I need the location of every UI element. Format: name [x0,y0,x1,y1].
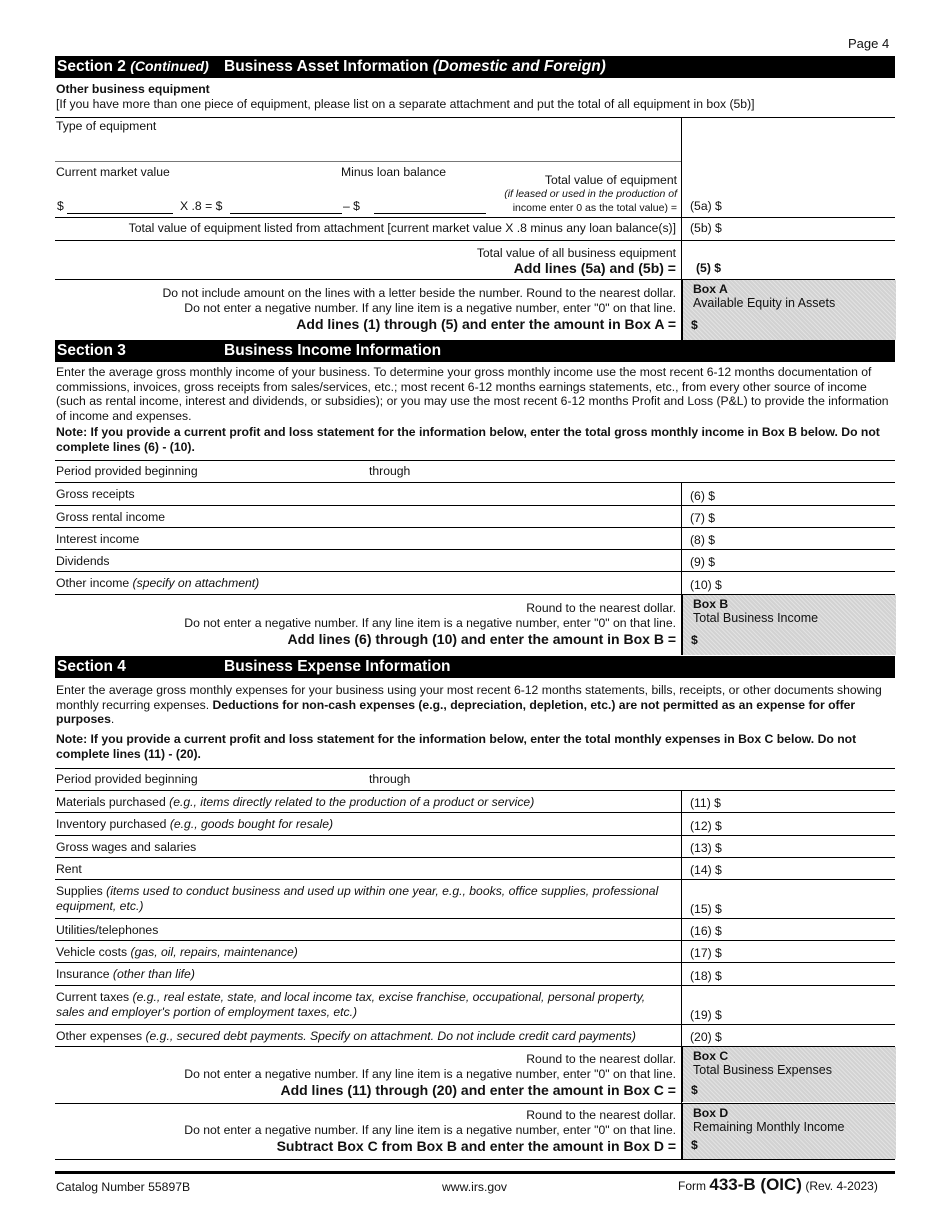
income-line-amount-input[interactable] [735,532,885,548]
add-5a-5b-instruction: Add lines (5a) and (5b) = [513,260,676,276]
expense-line-row [55,835,895,858]
divider [55,460,895,461]
expense-period-label: Period provided beginning [56,772,198,786]
income-line-row [55,505,895,528]
section-3-title: Business Income Information [224,342,442,359]
income-line-amount-input[interactable] [735,488,885,504]
income-line-row [55,482,895,506]
expense-line-number: (14) $ [690,863,722,877]
expense-line-amount-input[interactable] [735,1007,885,1023]
expense-line-amount-input[interactable] [735,862,885,878]
minus-dollar: – $ [343,199,360,213]
box-b [682,595,896,655]
website: www.irs.gov [442,1180,508,1194]
expense-line-row [55,918,895,941]
expense-line-row [55,940,895,963]
box-b-label: Box B [693,597,729,611]
line-5b-input[interactable] [730,220,885,236]
expense-line-label: Supplies (items used to conduct business and used up within one year, e.g., books, office supplies, professional equipment, etc.) [56,884,659,913]
section-4-note: Note: If you provide a current profit and loss statement for the information below, enter the total monthly expenses in Box C below. Do not complete lines (11) - (20). [56,732,857,761]
other-equipment-heading: Other business equipment [56,82,210,96]
box-a-desc: Available Equity in Assets [693,296,836,310]
box-c-note-2: Do not enter a negative number. If any line item is a negative number, enter "0" on that line. [184,1067,676,1081]
section-4-number: Section 4 [57,658,126,675]
income-line-label: Gross receipts [56,487,135,501]
income-through-label: through [369,464,411,478]
expense-line-number: (16) $ [690,924,722,938]
expense-line-number: (19) $ [690,1008,722,1022]
line-5-input[interactable] [730,260,885,276]
expense-line-row [55,857,895,880]
income-period-label: Period provided beginning [56,464,198,478]
expense-line-number: (17) $ [690,946,722,960]
type-of-equipment-input[interactable] [56,136,666,154]
box-b-dollar: $ [691,633,698,647]
expense-line-number: (13) $ [690,841,722,855]
box-d-note-2: Do not enter a negative number. If any line item is a negative number, enter "0" on that line. [184,1123,676,1137]
expense-line-amount-input[interactable] [735,1029,885,1045]
current-market-value-input[interactable] [67,199,173,214]
section-3-header [55,340,895,362]
form-id [678,1175,878,1195]
income-line-row [55,549,895,572]
line-5a-input[interactable] [730,198,885,214]
section-2-title-suffix: (Domestic and Foreign) [432,58,606,75]
income-line-number: (6) $ [690,489,716,503]
expense-line-amount-input[interactable] [735,795,885,811]
line-5a-label: (5a) $ [690,199,722,213]
divider [55,117,895,118]
expense-line-label: Inventory purchased (e.g., goods bought for resale) [56,817,334,831]
box-a-note-1: Do not include amount on the lines with a letter beside the number. Round to the nearest dollar. [162,286,676,300]
income-line-label: Other income (specify on attachment) [56,576,260,590]
expense-line-label: Insurance (other than life) [56,967,195,981]
section-2-number: Section 2 [57,58,126,75]
box-b-input[interactable] [707,631,887,647]
box-c-instruction: Add lines (11) through (20) and enter the amount in Box C = [280,1082,676,1098]
other-equipment-note: [If you have more than one piece of equipment, please list on a separate attachment and put the total of all equipment in box (5b)] [56,97,755,111]
expense-line-amount-input[interactable] [735,901,885,917]
box-b-instruction: Add lines (6) through (10) and enter the amount in Box B = [287,631,676,647]
income-line-amount-input[interactable] [735,554,885,570]
box-a-instruction: Add lines (1) through (5) and enter the amount in Box A = [296,316,676,332]
box-b-desc: Total Business Income [693,611,819,625]
expense-line-label: Gross wages and salaries [56,840,197,854]
box-d-desc: Remaining Monthly Income [693,1120,845,1134]
box-a-input[interactable] [707,316,887,332]
box-a-dollar: $ [691,318,698,332]
line-5b-label: (5b) $ [690,221,722,235]
total-value-note-2: income enter 0 as the total value) = [512,202,677,214]
line-5-label: (5) $ [696,261,722,275]
expense-through-label: through [369,772,411,786]
divider [55,217,895,218]
box-d [682,1104,896,1159]
income-line-label: Gross rental income [56,510,166,524]
attachment-total-label: Total value of equipment listed from attachment [current market value X .8 minus any loan balance(s)] [128,221,676,235]
box-c [682,1047,896,1102]
expense-line-row [55,879,895,919]
section-3-note: Note: If you provide a current profit and loss statement for the information below, enter the total gross monthly income in Box B below. Do not complete lines (6) - (10). [56,425,880,454]
expense-line-row [55,790,895,813]
income-line-number: (10) $ [690,578,722,592]
footer-rule [55,1171,895,1174]
box-b-note-2: Do not enter a negative number. If any line item is a negative number, enter "0" on that line. [184,616,676,630]
income-line-label: Dividends [56,554,110,568]
catalog-number: Catalog Number 55897B [56,1180,191,1194]
divider [55,1159,895,1160]
expense-line-amount-input[interactable] [735,945,885,961]
expense-line-number: (15) $ [690,902,722,916]
page-number: Page 4 [848,36,890,51]
expense-line-label: Current taxes (e.g., real estate, state, and local income tax, excise franchise, occupational, personal property, sales and employer's portion of employment taxes, etc.) [56,990,646,1019]
column-divider [681,790,682,1159]
total-value-note-1: (if leased or used in the production of [504,188,677,200]
income-line-number: (8) $ [690,533,716,547]
box-a-label: Box A [693,282,728,296]
expense-line-number: (12) $ [690,819,722,833]
expense-line-row [55,812,895,836]
section-2-title: Business Asset Information [224,58,429,75]
income-line-amount-input[interactable] [735,510,885,526]
section-3-intro: Enter the average gross monthly income of your business. To determine your gross monthly income use the most recent 6-12 months documentation of commissions, invoices, gross receipts from sales/services, etc.; most recent 6-12 months earnings statements, etc., from every other source of income (such as rental income, interest and dividends, or subsidies); or you may use the most recent 6-12 months Profit and Loss (P&L) to provide the information of income and expenses. [56,365,889,423]
expense-line-row [55,985,895,1025]
divider [55,240,895,241]
expense-line-row [55,962,895,986]
box-d-input[interactable] [707,1136,887,1152]
expense-line-number: (20) $ [690,1030,722,1044]
box-c-note-1: Round to the nearest dollar. [526,1052,676,1066]
income-line-label: Interest income [56,532,140,546]
box-c-label: Box C [693,1049,729,1063]
income-period-end-input[interactable] [415,463,675,479]
minus-loan-balance-label: Minus loan balance [341,165,447,179]
form-prefix: Form [678,1179,706,1193]
box-c-input[interactable] [707,1081,887,1097]
expense-line-amount-input[interactable] [735,968,885,984]
income-line-amount-input[interactable] [735,577,885,593]
expense-line-label: Rent [56,862,82,876]
section-4-header [55,656,895,678]
expense-line-number: (11) $ [690,796,721,810]
expense-line-amount-input[interactable] [735,840,885,856]
loan-balance-input[interactable] [374,199,486,214]
income-period-begin-input[interactable] [205,463,360,479]
box-d-label: Box D [693,1106,729,1120]
expense-line-label: Other expenses (e.g., secured debt payments. Specify on attachment. Do not include credit card payments) [56,1029,636,1043]
box-c-dollar: $ [691,1083,698,1097]
type-of-equipment-label: Type of equipment [56,119,157,133]
income-line-row [55,571,895,595]
expense-line-amount-input[interactable] [735,923,885,939]
divider [55,768,895,769]
form-revision: (Rev. 4-2023) [805,1179,878,1193]
divider [55,161,681,162]
expense-line-row [55,1024,895,1047]
expense-period-end-input[interactable] [415,771,675,787]
box-c-desc: Total Business Expenses [693,1063,832,1077]
form-name: 433-B (OIC) [709,1175,802,1194]
current-market-value-label: Current market value [56,165,170,179]
box-a [682,280,896,340]
expense-line-label: Utilities/telephones [56,923,159,937]
section-4-title: Business Expense Information [224,658,451,675]
income-line-number: (7) $ [690,511,716,525]
equity-input[interactable] [230,199,342,214]
section-4-intro: Enter the average gross monthly expenses for your business using your most recent 6-12 months statements, bills, receipts, or other documents showing monthly recurring expenses. Deductions for non-cash expenses (e.g., depreciation, depletion, etc.) are not permitted as an expense for offer purposes. [56,683,882,727]
all-equipment-label: Total value of all business equipment [476,246,676,260]
box-b-note-1: Round to the nearest dollar. [526,601,676,615]
expense-line-amount-input[interactable] [735,818,885,834]
cmv-dollar: $ [57,199,64,213]
section-3-number: Section 3 [57,342,126,359]
expense-line-label: Materials purchased (e.g., items directly related to the production of a product or service) [56,795,535,809]
income-line-number: (9) $ [690,555,716,569]
box-d-note-1: Round to the nearest dollar. [526,1108,676,1122]
times-point-eight: X .8 = $ [180,199,223,213]
section-2-continued: (Continued) [130,58,209,74]
expense-line-number: (18) $ [690,969,722,983]
box-a-note-2: Do not enter a negative number. If any line item is a negative number, enter "0" on that line. [184,301,676,315]
total-value-equipment-label: Total value of equipment [544,173,677,187]
box-d-dollar: $ [691,1138,698,1152]
box-d-instruction: Subtract Box C from Box B and enter the amount in Box D = [276,1138,676,1154]
column-divider [681,482,682,655]
income-line-row [55,527,895,550]
expense-period-begin-input[interactable] [205,771,360,787]
expense-line-label: Vehicle costs (gas, oil, repairs, maintenance) [56,945,298,959]
section-2-header [55,56,895,78]
